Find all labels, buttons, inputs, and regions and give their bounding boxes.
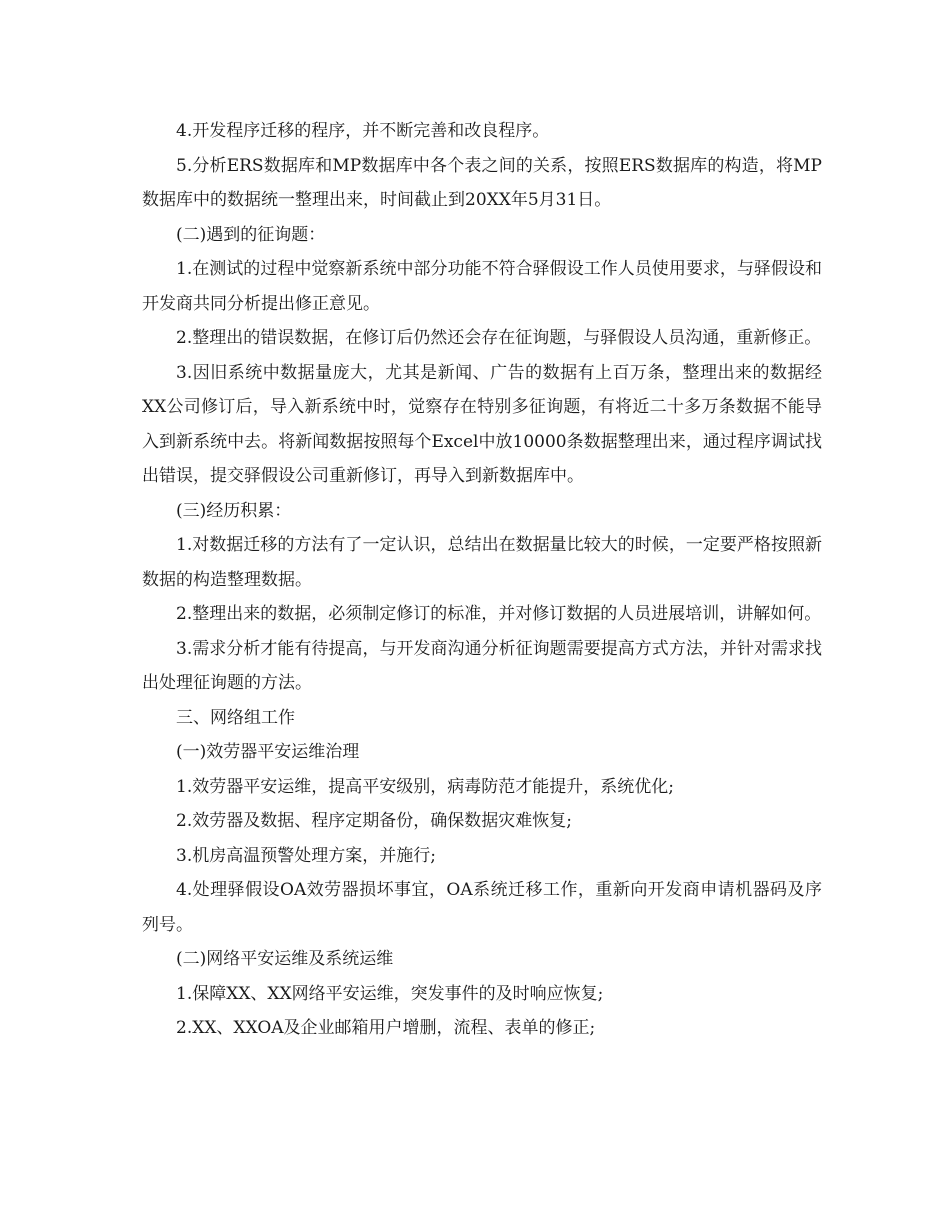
paragraph-problem-1: 1.在测试的过程中觉察新系统中部分功能不符合驿假设工作人员使用要求，与驿假设和开发商共同分析提出修正意见。 [142, 259, 822, 314]
document-body [142, 114, 822, 1046]
paragraph-item-4: 4.开发程序迁移的程序，并不断完善和改良程序。 [176, 121, 550, 141]
paragraph-experience-2: 2.整理出来的数据，必须制定修订的标准，并对修订数据的人员进展培训，讲解如何。 [176, 604, 822, 624]
paragraph-network-1: 1.保障XX、XX网络平安运维，突发事件的及时响应恢复; [176, 983, 604, 1004]
paragraph-experience-3: 3.需求分析才能有待提高，与开发商沟通分析征询题需要提高方式方法，并针对需求找出处理征询题的方法。 [142, 638, 822, 693]
paragraph-server-4: 4.处理驿假设OA效劳器损坏事宜，OA系统迁移工作，重新向开发商申请机器码及序列号。 [142, 880, 822, 935]
subsection-heading-server: (一)效劳器平安运维治理 [176, 742, 360, 762]
paragraph-problem-2: 2.整理出的错误数据，在修订后仍然还会存在征询题，与驿假设人员沟通，重新修正。 [176, 328, 822, 348]
paragraph-item-5: 5.分析ERS数据库和MP数据库中各个表之间的关系，按照ERS数据库的构造，将MP数据库中的数据统一整理出来，时间截止到20XX年5月31日。 [142, 155, 822, 210]
paragraph-network-2: 2.XX、XXOA及企业邮箱用户增删，流程、表单的修正; [176, 1018, 596, 1038]
section-heading-network: 三、网络组工作 [176, 707, 295, 728]
subsection-heading-network-ops: (二)网络平安运维及系统运维 [176, 949, 394, 969]
section-heading-experience: (三)经历积累： [176, 500, 292, 521]
paragraph-server-1: 1.效劳器平安运维，提高平安级别，病毒防范才能提升，系统优化; [176, 776, 674, 797]
paragraph-problem-3: 3.因旧系统中数据量庞大，尤其是新闻、广告的数据有上百万条，整理出来的数据经XX公司修订后，导入新系统中时，觉察存在特别多征询题，有将近二十多万条数据不能导入到新系统中去。将新闻数据按照每个Excel中放10000条数据整理出来，通过程序调试找出错误，提交驿假设公司重新修订，再导入到新数据库中。 [142, 362, 822, 486]
paragraph-server-2: 2.效劳器及数据、程序定期备份，确保数据灾难恢复; [176, 811, 572, 831]
paragraph-experience-1: 1.对数据迁移的方法有了一定认识，总结出在数据量比较大的时候，一定要严格按照新数据的构造整理数据。 [142, 535, 822, 590]
section-heading-problems: (二)遇到的征询题： [176, 224, 326, 245]
paragraph-server-3: 3.机房高温预警处理方案，并施行; [176, 845, 436, 866]
